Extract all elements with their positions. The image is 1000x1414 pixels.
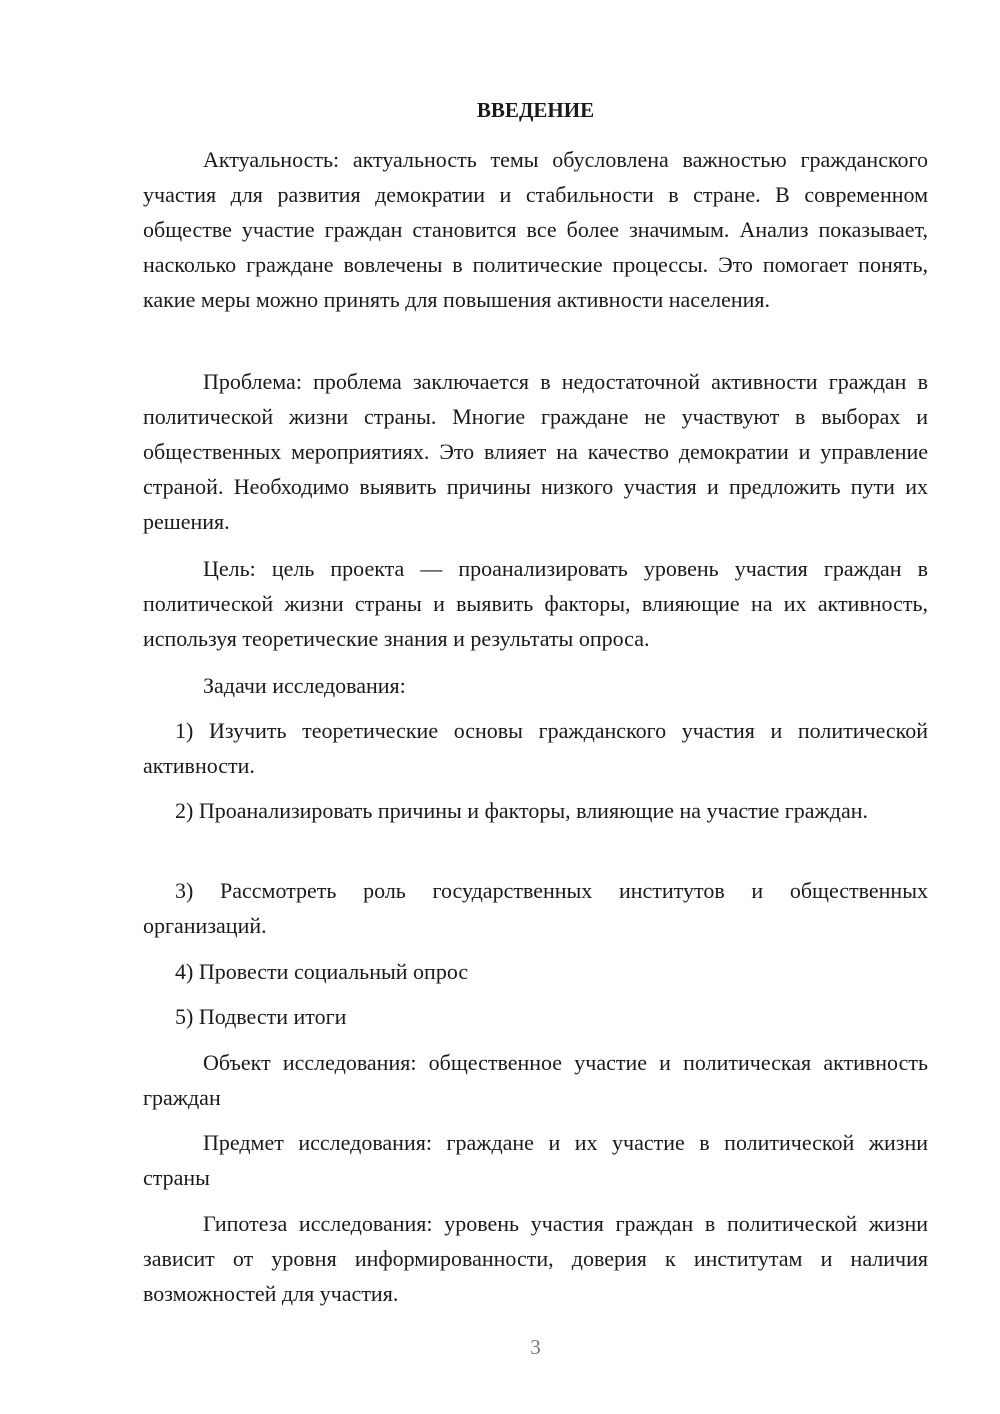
task-item-1: 1) Изучить теоретические основы гражданского участия и политической активности.	[143, 718, 928, 778]
page-number: 3	[530, 1335, 541, 1359]
tasks-heading: Задачи исследования:	[203, 673, 406, 698]
page-title: ВВЕДЕНИЕ	[476, 98, 595, 122]
task-item-2: 2) Проанализировать причины и факторы, влияющие на участие граждан.	[175, 798, 868, 823]
task-item-5: 5) Подвести итоги	[175, 1004, 347, 1029]
task-item-3: 3) Рассмотреть роль государственных институтов и общественных организаций.	[143, 878, 928, 938]
paragraph-object: Объект исследования: общественное участие и политическая активность граждан	[143, 1050, 928, 1110]
task-item-4: 4) Провести социальный опрос	[175, 959, 469, 984]
paragraph-subject: Предмет исследования: граждане и их участие в политической жизни страны	[143, 1130, 928, 1190]
paragraph-problem: Проблема: проблема заключается в недостаточной активности граждан в политической жизни страны. Многие граждане не участвуют в выборах и общественных мероприятиях. Это влияет на качество демократии и управление страной. Необходимо выявить причины низкого участия и предложить пути их решения.	[143, 369, 928, 534]
paragraph-relevance: Актуальность: актуальность темы обусловлена важностью гражданского участия для развития демократии и стабильности в стране. В современном обществе участие граждан становится все более значимым. Анализ показывает, насколько граждане вовлечены в политические процессы. Это помогает понять, какие меры можно принять для повышения активности населения.	[143, 147, 928, 312]
paragraph-hypothesis: Гипотеза исследования: уровень участия граждан в политической жизни зависит от уровня информированности, доверия к институтам и наличия возможностей для участия.	[143, 1211, 928, 1306]
paragraph-goal: Цель: цель проекта — проанализировать уровень участия граждан в политической жизни страны и выявить факторы, влияющие на их активность, используя теоретические знания и результаты опроса.	[143, 556, 928, 651]
